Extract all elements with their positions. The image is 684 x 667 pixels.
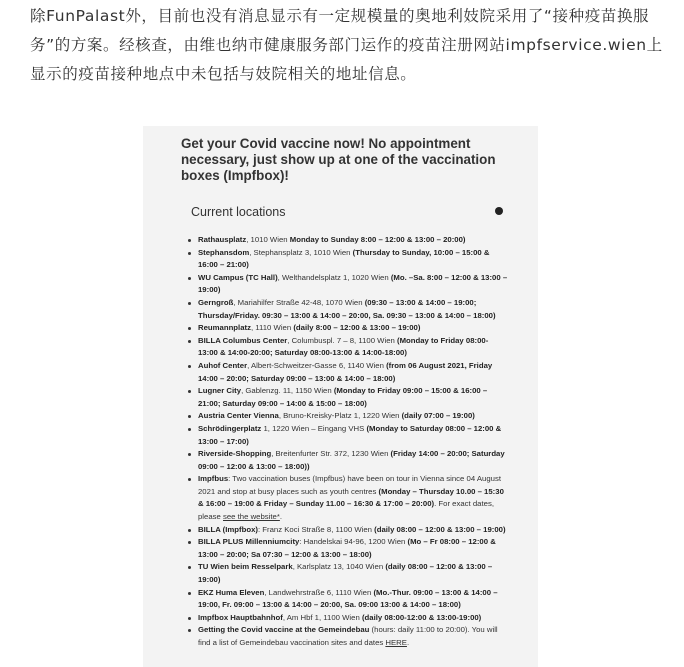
location-name: WU Campus (TC Hall) xyxy=(198,272,278,282)
location-hours: (daily 08:00 – 12:00 & 13:00 – 19:00) xyxy=(198,562,493,585)
location-name: Austria Center Vienna xyxy=(198,411,279,421)
location-name: Schrödingerplatz xyxy=(198,423,262,433)
bullet-icon xyxy=(188,415,191,418)
bullet-icon xyxy=(188,277,191,280)
location-item xyxy=(198,561,508,586)
bullet-icon xyxy=(188,252,191,255)
location-hours: (Mo – Fr 08:00 – 12:00 & 13:00 – 20:00; Sa 07:30 – 12:00 & 13:00 – 18:00) xyxy=(198,537,496,559)
location-item xyxy=(198,448,508,473)
bullet-icon xyxy=(188,327,191,330)
bullet-icon xyxy=(188,592,191,595)
location-item xyxy=(198,410,508,423)
article-paragraph: 除FunPalast外，目前也没有消息显示有一定规模量的奥地利妓院采用了“接种疫苗换服务”的方案。经核查，由维也纳市健康服务部门运作的疫苗注册网站impfservice.wien上显示的疫苗接种地点中未包括与妓院相关的地址信息。 xyxy=(30,7,663,83)
location-link[interactable]: see the website* xyxy=(223,512,280,522)
embedded-screenshot xyxy=(143,126,538,667)
location-name: Auhof Center xyxy=(198,360,248,370)
location-name: Getting the Covid vaccine at the Gemeindebau xyxy=(198,625,370,635)
location-item xyxy=(198,423,508,448)
location-address: 1, 1220 Wien – Eingang VHS xyxy=(261,423,367,433)
location-hours: (daily 08:00-12:00 & 13:00-19:00) xyxy=(361,612,482,622)
vaccine-headline: Get your Covid vaccine now! No appointment necessary, just show up at one of the vaccination boxes (Impfbox)! xyxy=(181,136,496,183)
bullet-icon xyxy=(188,302,191,305)
location-hours: (Thursday to Sunday, 10:00 – 15:00 & 16:00 – 21:00) xyxy=(198,247,490,270)
current-locations-title: Current locations xyxy=(191,205,286,219)
location-name: Reumannplatz xyxy=(198,323,251,333)
location-hours: (Mo. –Sa. 8:00 – 12:00 & 13:00 – 19:00) xyxy=(198,272,508,295)
location-address: , Welthandelsplatz 1, 1020 Wien xyxy=(277,272,391,282)
bullet-icon xyxy=(188,529,191,532)
location-name: Riverside-Shopping xyxy=(198,449,272,459)
location-hours: (Mo.-Thur. 09:00 – 13:00 & 14:00 – 19:00, Fr. 09:00 – 13:00 & 14:00 – 20:00, Sa. 09:00 13:00 & 14:00 – 18:00) xyxy=(198,587,498,610)
bullet-icon xyxy=(188,340,191,343)
location-note: . For exact dates, please xyxy=(198,499,494,522)
location-name: Rathausplatz xyxy=(198,235,247,244)
location-item xyxy=(198,536,508,561)
location-name: BILLA PLUS Millenniumcity xyxy=(198,537,300,547)
location-address: , Gablenzg. 11, 1150 Wien xyxy=(241,386,334,396)
bullet-icon xyxy=(188,365,191,368)
bullet-icon xyxy=(188,478,191,481)
location-item xyxy=(198,524,508,537)
location-item xyxy=(198,360,508,385)
location-name: EKZ Huma Eleven xyxy=(198,587,265,597)
location-address: , Bruno-Kreisky-Platz 1, 1220 Wien xyxy=(278,411,402,421)
location-address: , Breitenfurter Str. 372, 1230 Wien xyxy=(271,449,391,459)
location-item xyxy=(198,473,508,523)
location-name: Gerngroß xyxy=(198,297,234,307)
location-item xyxy=(198,272,508,297)
bullet-icon xyxy=(188,239,191,242)
locations-list xyxy=(143,234,508,650)
location-address: , 1010 Wien xyxy=(246,235,290,244)
location-name: Impfbox Hauptbahnhof xyxy=(198,612,283,622)
location-hours: (daily 07:00 – 19:00) xyxy=(401,411,475,421)
location-address: , Mariahilfer Straße 42-48, 1070 Wien xyxy=(233,297,365,307)
location-address: , 1110 Wien xyxy=(250,323,294,333)
location-address: , Columbuspl. 7 – 8, 1100 Wien xyxy=(287,335,397,345)
location-address: , Stephansplatz 3, 1010 Wien xyxy=(249,247,353,257)
location-address: : Two vaccination buses (Impfbus) have been on tour in Vienna since 04 August 2021 and stop at busy places such as youth centres xyxy=(198,474,501,496)
location-hours: Monday to Sunday 8:00 – 12:00 & 13:00 – 20:00) xyxy=(289,235,466,244)
location-hours: (Monday to Friday 09:00 – 15:00 & 16:00 – 21:00; Saturday 09:00 – 14:00 & 15:00 – 18:00) xyxy=(198,386,488,408)
bullet-icon xyxy=(188,617,191,620)
location-hours: (Friday 14:00 – 20:00; Saturday 09:00 – 12:00 & 13:00 – 18:00)) xyxy=(198,449,505,471)
location-name: Stephansdom xyxy=(198,247,250,257)
collapse-toggle-icon[interactable] xyxy=(495,207,503,215)
bullet-icon xyxy=(188,428,191,431)
location-link[interactable]: HERE xyxy=(385,638,407,647)
location-item xyxy=(198,234,508,247)
location-name: Lugner City xyxy=(198,386,242,396)
location-address: , Albert-Schweitzer-Gasse 6, 1140 Wien xyxy=(247,360,387,370)
location-item xyxy=(198,335,508,360)
bullet-icon xyxy=(188,453,191,456)
current-locations-accordion[interactable] xyxy=(191,201,501,221)
location-item xyxy=(198,587,508,612)
location-hours: (Monday to Friday 08:00-13:00 & 14:00-20:00; Saturday 08:00-13:00 & 14:00-18:00) xyxy=(198,335,489,358)
article-body xyxy=(30,2,670,89)
location-item xyxy=(198,624,508,649)
location-address: : Handelskai 94-96, 1200 Wien xyxy=(299,537,408,547)
bullet-icon xyxy=(188,629,191,632)
bullet-icon xyxy=(188,541,191,544)
location-hours: (Monday to Saturday 08:00 – 12:00 & 13:00 – 17:00) xyxy=(198,423,502,446)
location-hours: (09:30 – 13:00 & 14:00 – 19:00; Thursday/Friday. 09:30 – 13:00 & 14:00 – 20:00, Sa. 09:30 – 13:00 & 14:00 – 18:00) xyxy=(198,297,496,320)
location-name: BILLA Columbus Center xyxy=(198,335,288,345)
location-hours: (daily 08:00 – 12:00 & 13:00 – 19:00) xyxy=(374,524,506,534)
location-address: , Landwehrstraße 6, 1110 Wien xyxy=(264,587,374,597)
location-address: (hours: daily 11:00 to 20:00). You will find a list of Gemeindebau vaccination sites and dates xyxy=(198,625,498,647)
location-hours: (from 06 August 2021, Friday 14:00 – 20:00; Saturday 09:00 – 13:00 & 14:00 – 18:00) xyxy=(198,360,493,383)
location-note-end: . xyxy=(406,638,410,647)
location-address: , Am Hbf 1, 1100 Wien xyxy=(282,612,362,622)
location-note-end: . xyxy=(279,512,283,522)
location-address: : Franz Koci Straße 8, 1100 Wien xyxy=(257,524,375,534)
location-item xyxy=(198,297,508,322)
location-hours: (daily 8:00 – 12:00 & 13:00 – 19:00) xyxy=(293,323,421,333)
location-item xyxy=(198,612,508,625)
location-item xyxy=(198,247,508,272)
location-name: TU Wien beim Resselpark xyxy=(198,562,293,572)
location-item xyxy=(198,385,508,410)
bullet-icon xyxy=(188,566,191,569)
location-item xyxy=(198,322,508,335)
location-name: Impfbus xyxy=(198,474,229,484)
location-name: BILLA (Impfbox) xyxy=(198,524,258,534)
location-address: , Karlsplatz 13, 1040 Wien xyxy=(292,562,386,572)
location-hours: (Monday – Thursday 10.00 – 15:30 & 16:00 – 19:00 & Friday – Sunday 11.00 – 16:30 & 17:00 – 20:00) xyxy=(198,486,504,509)
bullet-icon xyxy=(188,390,191,393)
